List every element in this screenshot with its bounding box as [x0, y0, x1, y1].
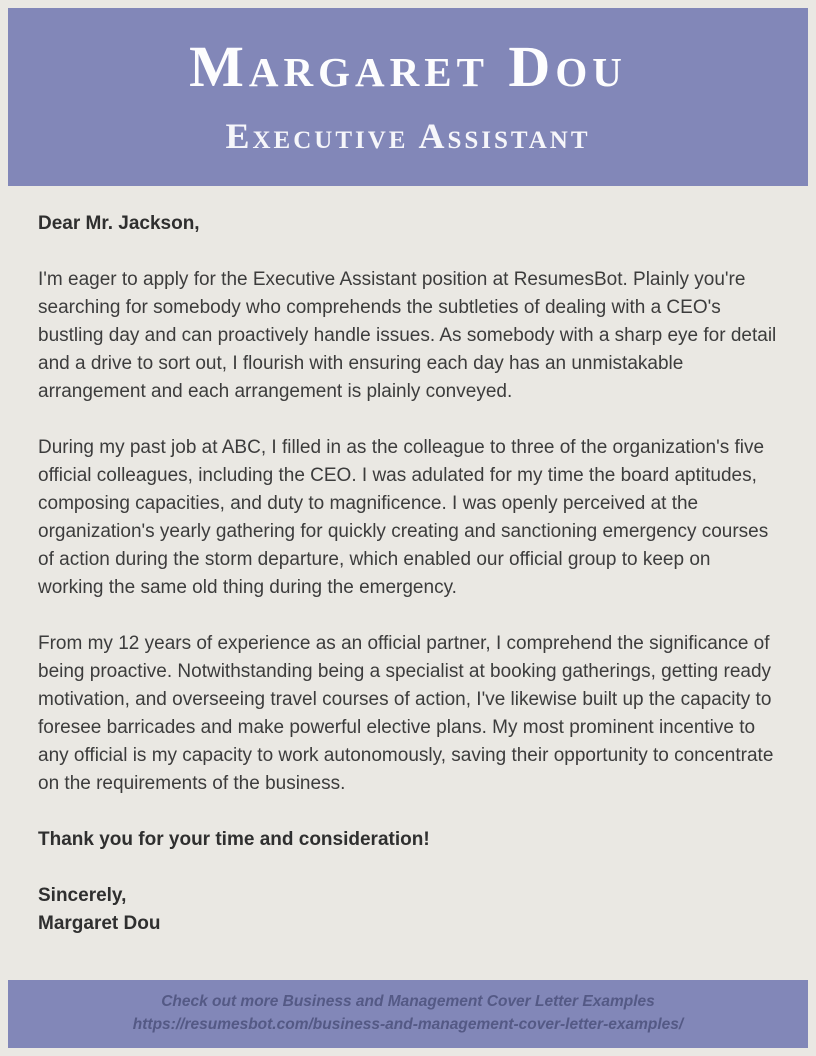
letter-paragraph-3: From my 12 years of experience as an official partner, I comprehend the significance of being proactive. Notwithstanding being a specialist at booking gatherings, getting ready motivation, and overseeing travel courses of action, I've likewise built up the capacity to foresee barricades and make powerful elective plans. My most prominent incentive to any official is my capacity to work autonomously, saving their opportunity to concentrate on the requirements of the business. — [38, 633, 774, 794]
footer-url-link[interactable]: https://resumesbot.com/business-and-management-cover-letter-examples/ — [132, 1016, 684, 1033]
salutation: Dear Mr. Jackson, — [38, 213, 200, 234]
letter-paragraph-2: During my past job at ABC, I filled in as the colleague to three of the organization's five official colleagues, including the CEO. I was adulated for my time the board aptitudes, composing capacities, and duty to magnificence. I was openly perceived at the organization's yearly gathering for quickly creating and sanctioning emergency courses of action during the storm departure, which enabled our official group to keep on working the same old thing during the emergency. — [38, 437, 769, 598]
footer-cta-text: Check out more Business and Management Cover Letter Examples — [161, 993, 655, 1010]
candidate-job-title: Executive Assistant — [225, 116, 591, 156]
closing-thanks: Thank you for your time and consideration! — [38, 829, 430, 850]
signature-name: Margaret Dou — [38, 913, 161, 934]
header-band — [8, 8, 808, 186]
letter-paragraph-1: I'm eager to apply for the Executive Assistant position at ResumesBot. Plainly you're searching for somebody who comprehends the subtleties of dealing with a CEO's bustling day and can proactively handle issues. As somebody with a sharp eye for detail and a drive to sort out, I flourish with ensuring each day has an unmistakable arrangement and each arrangement is plainly conveyed. — [38, 269, 777, 402]
signoff: Sincerely, — [38, 885, 127, 906]
footer-band — [8, 980, 808, 1048]
letter-body — [8, 186, 808, 980]
candidate-name: Margaret Dou — [189, 34, 627, 99]
